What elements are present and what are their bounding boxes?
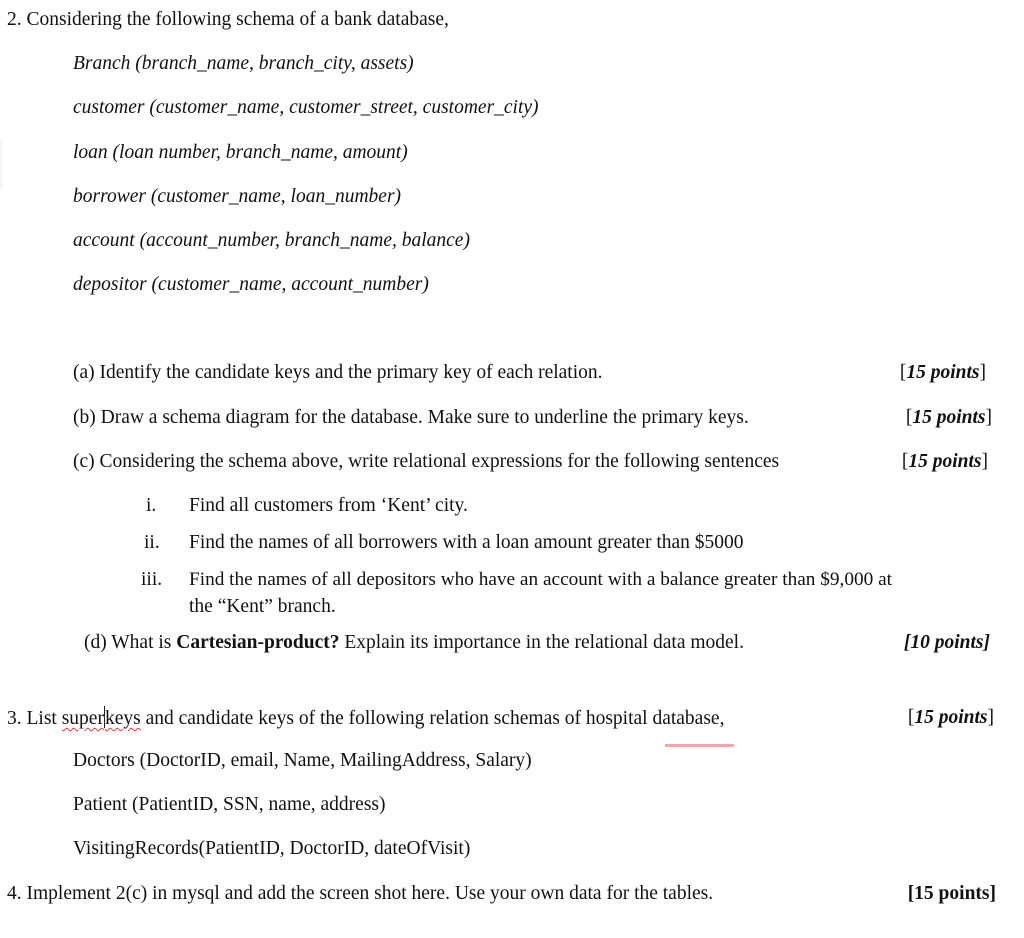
c-item-1-num: i. xyxy=(146,495,157,516)
part-b-points: [15 points] xyxy=(905,407,992,428)
schema-account: account (account_number, branch_name, balance) xyxy=(73,230,470,251)
c-item-3-text-cont: the “Kent” branch. xyxy=(189,596,336,617)
q3-title: 3. List superkeys and candidate keys of the following relation schemas of hospital database, xyxy=(7,708,725,729)
c-item-3-text: Find the names of all depositors who have an account with a balance greater than $9,000 at xyxy=(189,569,893,590)
q4-text: 4. Implement 2(c) in mysql and add the screen shot here. Use your own data for the tables. xyxy=(7,883,714,904)
c-item-3-num: iii. xyxy=(141,569,163,590)
q4-points: [15 points] xyxy=(907,883,996,904)
misspelled-word-superkeys[interactable]: superkeys xyxy=(61,708,141,729)
part-b-text: (b) Draw a schema diagram for the database. Make sure to underline the primary keys. xyxy=(73,407,749,428)
schema-doctors: Doctors (DoctorID, email, Name, MailingAddress, Salary) xyxy=(73,750,532,771)
part-c-points: [15 points] xyxy=(901,451,988,472)
cartesian-product-term: Cartesian-product? xyxy=(176,632,340,653)
schema-loan: loan (loan number, branch_name, amount) xyxy=(73,142,408,163)
schema-branch: Branch (branch_name, branch_city, assets) xyxy=(73,53,414,74)
part-c-text: (c) Considering the schema above, write relational expressions for the following sentences xyxy=(73,451,780,472)
part-a-text: (a) Identify the candidate keys and the primary key of each relation. xyxy=(73,362,603,383)
schema-depositor: depositor (customer_name, account_number) xyxy=(73,274,429,295)
c-item-2-num: ii. xyxy=(144,532,160,553)
highlight-mark xyxy=(665,744,734,747)
left-edge-shadow xyxy=(0,140,4,190)
c-item-1-text: Find all customers from ‘Kent’ city. xyxy=(189,495,468,516)
c-item-2-text: Find the names of all borrowers with a loan amount greater than $5000 xyxy=(189,532,744,553)
q2-title: 2. Considering the following schema of a bank database, xyxy=(7,9,449,30)
schema-borrower: borrower (customer_name, loan_number) xyxy=(73,186,402,207)
schema-patient: Patient (PatientID, SSN, name, address) xyxy=(73,794,386,815)
schema-visiting-records: VisitingRecords(PatientID, DoctorID, dateOfVisit) xyxy=(73,838,471,859)
part-a-points: [15 points] xyxy=(899,362,986,383)
part-d-text: (d) What is Cartesian-product? Explain its importance in the relational data model. xyxy=(84,632,744,653)
schema-customer: customer (customer_name, customer_street, customer_city) xyxy=(73,97,539,118)
q3-points: [15 points] xyxy=(907,707,994,728)
part-d-points: [10 points] xyxy=(903,632,990,653)
